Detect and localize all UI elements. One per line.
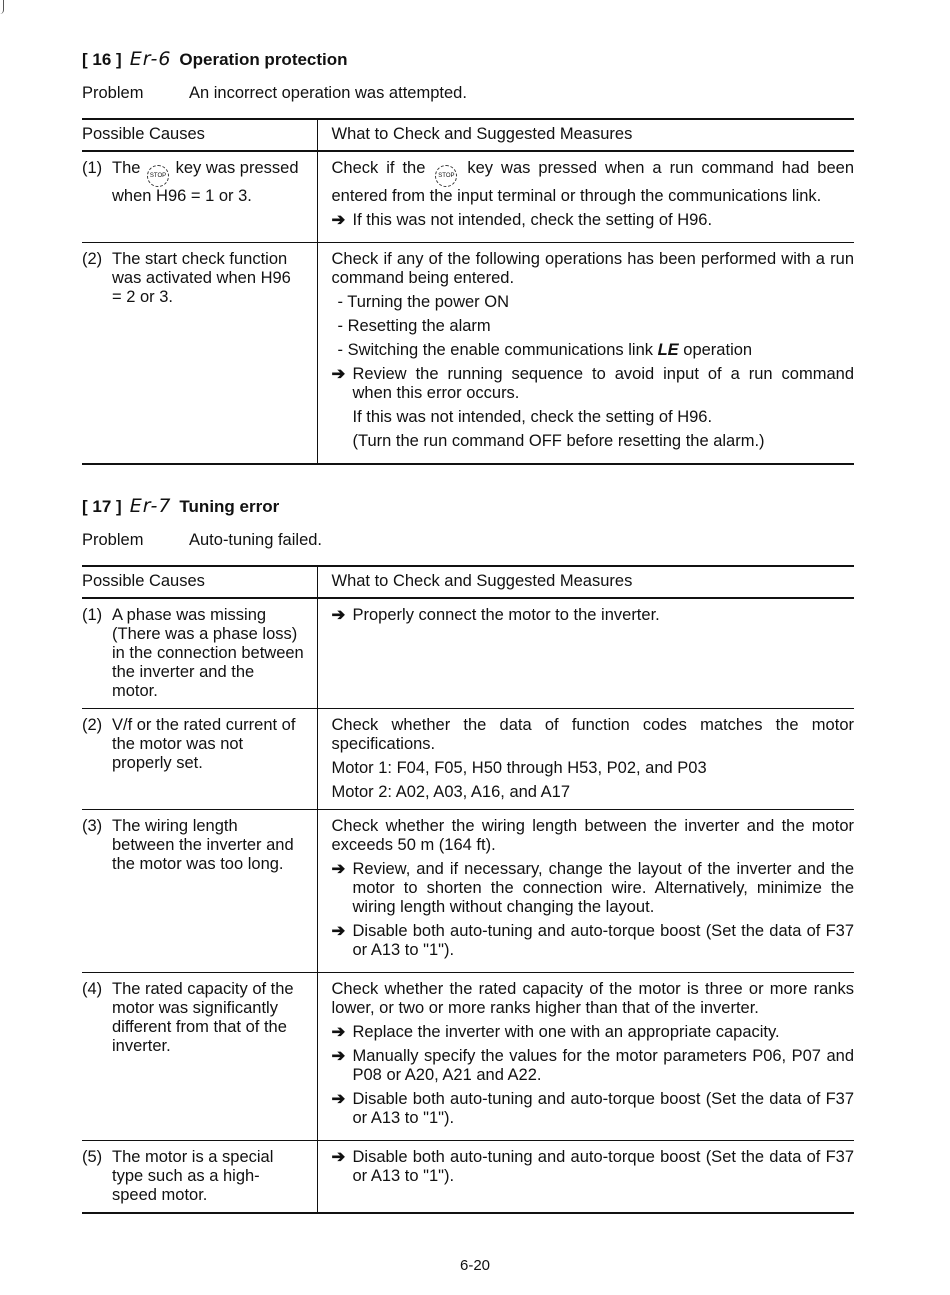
cause-number: (2) (82, 716, 103, 734)
measure-cell (317, 151, 854, 243)
stop-key-icon: STOP (435, 165, 457, 187)
cause-text (112, 159, 305, 206)
cause-number: (1) (82, 606, 103, 624)
table-row (82, 1141, 854, 1214)
arrow-icon: ➔ (331, 1047, 346, 1065)
section-heading (82, 495, 854, 521)
measure-dash-item: - Turning the power ON (337, 293, 509, 311)
measure-arrow-text: Review the running sequence to avoid input of a run command when this error occurs. (352, 365, 854, 402)
cause-text: The motor is a special type such as a high-speed motor. (112, 1148, 274, 1204)
cause-text-part: key was pressed when H96 = 1 or 3. (112, 159, 299, 205)
section-number: [ 17 ] (82, 497, 122, 516)
cause-cell (82, 1141, 317, 1214)
measure-arrow-text: Replace the inverter with one with an appropriate capacity. (352, 1023, 780, 1041)
problem-line (82, 84, 854, 106)
table-row (82, 598, 854, 709)
arrow-icon: ➔ (331, 365, 346, 383)
cause-text: A phase was missing (There was a phase loss) in the connection between the inverter and the motor. (112, 606, 304, 700)
measure-arrow-item (332, 365, 855, 403)
measure-arrow-item (332, 1090, 855, 1128)
le-term: LE (657, 341, 679, 359)
alarm-code: Er-7 (129, 495, 172, 517)
alarm-code: Er-6 (129, 48, 172, 70)
table-row (82, 709, 854, 810)
measure-text (332, 159, 855, 206)
table-header-row (82, 566, 854, 598)
measure-dash-item (332, 341, 855, 360)
measure-arrow-item (332, 1148, 855, 1186)
section-operation-protection (82, 48, 854, 465)
measure-text: Motor 1: F04, F05, H50 through H53, P02, and P03 (331, 759, 707, 777)
header-measures: What to Check and Suggested Measures (317, 119, 854, 151)
measure-arrow-text: If this was not intended, check the setting of H96. (352, 211, 713, 229)
section-title: Tuning error (179, 497, 280, 516)
problem-label: Problem (82, 531, 144, 549)
arrow-icon: ➔ (331, 211, 346, 229)
header-possible-causes: Possible Causes (82, 119, 317, 151)
measure-indent-text: (Turn the run command OFF before resetting the alarm.) (352, 432, 765, 450)
measure-text: Check whether the wiring length between the inverter and the motor exceeds 50 m (164 ft). (331, 817, 854, 854)
cause-cell (82, 810, 317, 973)
measure-arrow-item (332, 211, 855, 230)
table-header-row (82, 119, 854, 151)
cause-text: The rated capacity of the motor was significantly different from that of the inverter. (112, 980, 294, 1055)
problem-text: An incorrect operation was attempted. (189, 84, 467, 102)
section-heading (82, 48, 854, 74)
arrow-icon: ➔ (331, 1023, 346, 1041)
problem-label: Problem (82, 84, 144, 102)
measure-text-part: key was pressed when a run command had been entered from the input terminal or through the communications link. (331, 159, 855, 205)
measure-text-part: Check if the (331, 159, 426, 177)
measure-arrow-item (332, 606, 855, 625)
cause-text: V/f or the rated current of the motor was not properly set. (112, 716, 296, 772)
table-row (82, 151, 854, 243)
cause-text: The start check function was activated when H96 = 2 or 3. (112, 250, 291, 306)
cause-cell (82, 709, 317, 810)
causes-table (82, 118, 854, 465)
measure-cell (317, 1141, 854, 1214)
problem-text: Auto-tuning failed. (189, 531, 323, 549)
measure-arrow-text: Manually specify the values for the motor parameters P06, P07 and P08 or A20, A21 and A22. (352, 1047, 854, 1084)
cause-number: (3) (82, 817, 103, 835)
measure-dash-item: - Resetting the alarm (337, 317, 491, 335)
table-row (82, 973, 854, 1141)
measure-cell (317, 810, 854, 973)
table-row (82, 243, 854, 465)
measure-arrow-text: Disable both auto-tuning and auto-torque boost (Set the data of F37 or A13 to "1"). (352, 1148, 854, 1185)
section-number: [ 16 ] (82, 50, 122, 69)
cause-number: (2) (82, 250, 103, 268)
measure-arrow-text: Disable both auto-tuning and auto-torque boost (Set the data of F37 or A13 to "1"). (352, 922, 854, 959)
measure-cell (317, 973, 854, 1141)
measure-arrow-item (332, 922, 855, 960)
cause-number: (4) (82, 980, 103, 998)
cause-number: (5) (82, 1148, 103, 1166)
cause-text-part: The (112, 159, 141, 177)
measure-text-part: - Switching the enable communications link (337, 341, 653, 359)
measure-cell (317, 709, 854, 810)
measure-arrow-text: Disable both auto-tuning and auto-torque boost (Set the data of F37 or A13 to "1"). (352, 1090, 854, 1127)
cause-cell (82, 243, 317, 465)
measure-arrow-item (332, 1047, 855, 1085)
section-title: Operation protection (179, 50, 348, 69)
header-possible-causes: Possible Causes (82, 566, 317, 598)
measure-text-part: operation (683, 341, 753, 359)
stop-key-icon: STOP (147, 165, 169, 187)
measure-indent-text: If this was not intended, check the setting of H96. (352, 408, 713, 426)
cause-text: The wiring length between the inverter and the motor was too long. (112, 817, 294, 873)
problem-line (82, 531, 854, 553)
cause-number: (1) (82, 159, 103, 177)
measure-text: Check whether the rated capacity of the motor is three or more ranks lower, or two or more ranks higher than that of the inverter. (331, 980, 854, 1017)
cause-cell (82, 598, 317, 709)
measure-arrow-item (332, 1023, 855, 1042)
measure-text: Check whether the data of function codes matches the motor specifications. (331, 716, 854, 753)
section-tuning-error (82, 495, 854, 1214)
page-number: 6-20 (459, 1257, 491, 1274)
table-row (82, 810, 854, 973)
arrow-icon: ➔ (331, 860, 346, 878)
measure-arrow-text: Properly connect the motor to the inverter. (352, 606, 660, 624)
causes-table (82, 565, 854, 1214)
arrow-icon: ➔ (331, 606, 346, 624)
measure-text: Check if any of the following operations has been performed with a run command being entered. (331, 250, 854, 287)
page-edge-mark (0, 0, 4, 14)
arrow-icon: ➔ (331, 1090, 346, 1108)
measure-text: Motor 2: A02, A03, A16, and A17 (331, 783, 571, 801)
measure-arrow-text: Review, and if necessary, change the layout of the inverter and the motor to shorten the connection wire. Alternatively, minimize the wiring length without changing the layout. (352, 860, 854, 916)
cause-cell (82, 151, 317, 243)
arrow-icon: ➔ (331, 1148, 346, 1166)
header-measures: What to Check and Suggested Measures (317, 566, 854, 598)
cause-cell (82, 973, 317, 1141)
measure-arrow-item (332, 860, 855, 917)
arrow-icon: ➔ (331, 922, 346, 940)
measure-cell (317, 243, 854, 465)
measure-cell (317, 598, 854, 709)
